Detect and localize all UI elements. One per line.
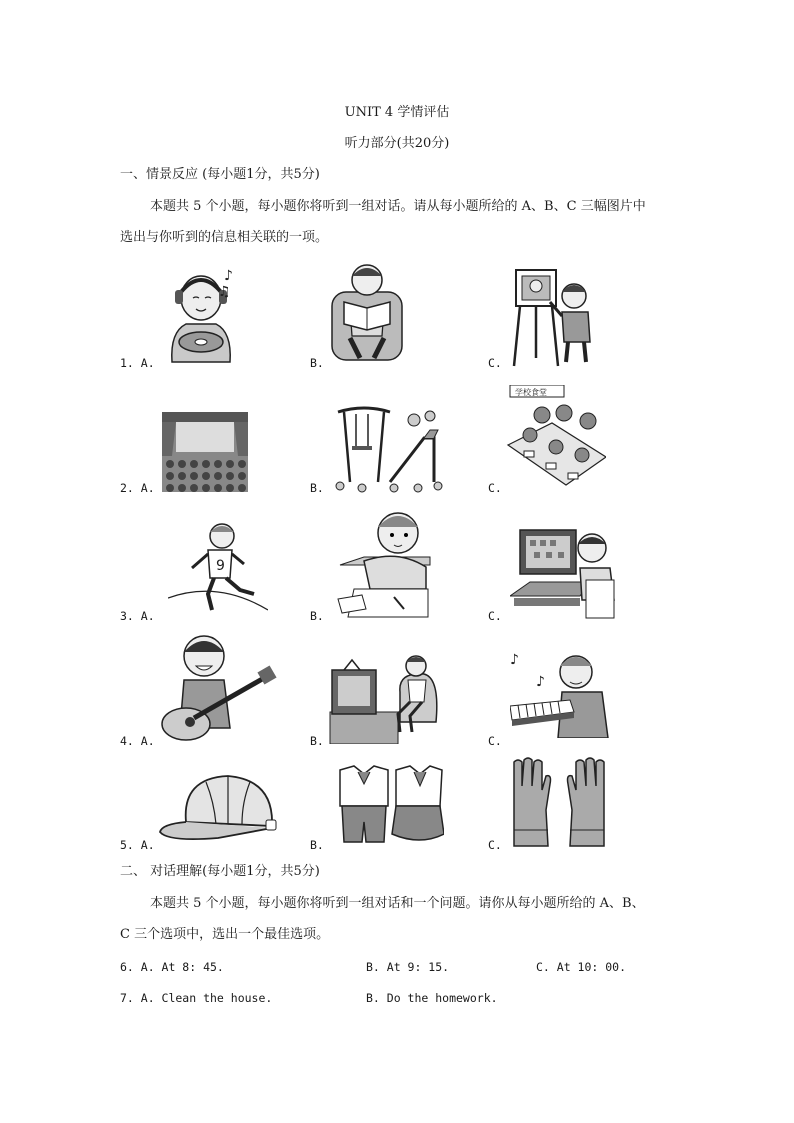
section2-instruction-line2: C 三个选项中，选出一个最佳选项。 xyxy=(120,927,330,942)
q5-label-a: 5. A. xyxy=(120,838,155,852)
q4-label-c: C. xyxy=(488,734,502,748)
gloves-icon xyxy=(508,756,610,848)
q1-label-c: C. xyxy=(488,356,502,370)
q3-label-a: 3. A. xyxy=(120,609,155,623)
section1-heading: 一、情景反应 (每小题1分，共5分) xyxy=(120,167,320,182)
cap-icon xyxy=(158,772,282,844)
boy-writing-icon xyxy=(334,505,434,619)
school-uniforms-icon xyxy=(334,764,444,846)
boy-running-icon xyxy=(168,520,268,620)
q5-label-c: C. xyxy=(488,838,502,852)
svg-text:♪: ♪ xyxy=(224,268,233,284)
section1-instruction-line1: 本题共 5 个小题，每小题你将听到一组对话。请从每小题所给的 A、B、C 三幅图片中 xyxy=(150,199,646,214)
q7-option-b: B. Do the homework. xyxy=(366,991,498,1005)
svg-text:♫: ♫ xyxy=(218,284,231,300)
svg-text:♪: ♪ xyxy=(510,652,519,668)
q3-label-c: C. xyxy=(488,609,502,623)
q7-option-a: 7. A. Clean the house. xyxy=(120,991,273,1005)
man-reading-book-icon xyxy=(328,258,406,364)
boy-watching-tv-icon xyxy=(328,652,440,744)
q2-label-c: C. xyxy=(488,481,502,495)
section1-instruction-line2: 选出与你听到的信息相关联的一项。 xyxy=(120,230,329,245)
section2-instruction-line1: 本题共 5 个小题，每小题你将听到一组对话和一个问题。请你从每小题所给的 A、B、 xyxy=(150,896,645,911)
svg-text:9: 9 xyxy=(216,558,225,574)
q4-label-b: B. xyxy=(310,734,324,748)
q4-label-a: 4. A. xyxy=(120,734,155,748)
svg-text:♪: ♪ xyxy=(536,674,545,690)
q1-label-a: 1. A. xyxy=(120,356,155,370)
boy-computer-icon xyxy=(510,526,616,620)
q6-option-b: B. At 9: 15. xyxy=(366,960,450,974)
q2-label-b: B. xyxy=(310,481,324,495)
school-dining-hall-icon xyxy=(506,385,606,491)
section-subtitle: 听力部分(共20分) xyxy=(344,136,450,151)
page-title: UNIT 4 学情评估 xyxy=(344,105,450,120)
boy-painting-easel-icon xyxy=(510,262,602,368)
q5-label-b: B. xyxy=(310,838,324,852)
q3-label-b: B. xyxy=(310,609,324,623)
boy-piano-icon xyxy=(510,642,614,738)
dining-hall-sign: 学校食堂 xyxy=(515,388,547,397)
boy-guitar-icon xyxy=(160,632,278,744)
q1-label-b: B. xyxy=(310,356,324,370)
q6-option-c: C. At 10: 00. xyxy=(536,960,627,974)
theatre-stage-icon xyxy=(162,412,248,492)
q2-label-a: 2. A. xyxy=(120,481,155,495)
q6-option-a: 6. A. At 8: 45. xyxy=(120,960,224,974)
section2-heading: 二、 对话理解(每小题1分，共5分) xyxy=(120,864,320,879)
playground-swing-slide-icon xyxy=(334,402,444,494)
girl-headphones-cd-icon xyxy=(160,262,242,368)
